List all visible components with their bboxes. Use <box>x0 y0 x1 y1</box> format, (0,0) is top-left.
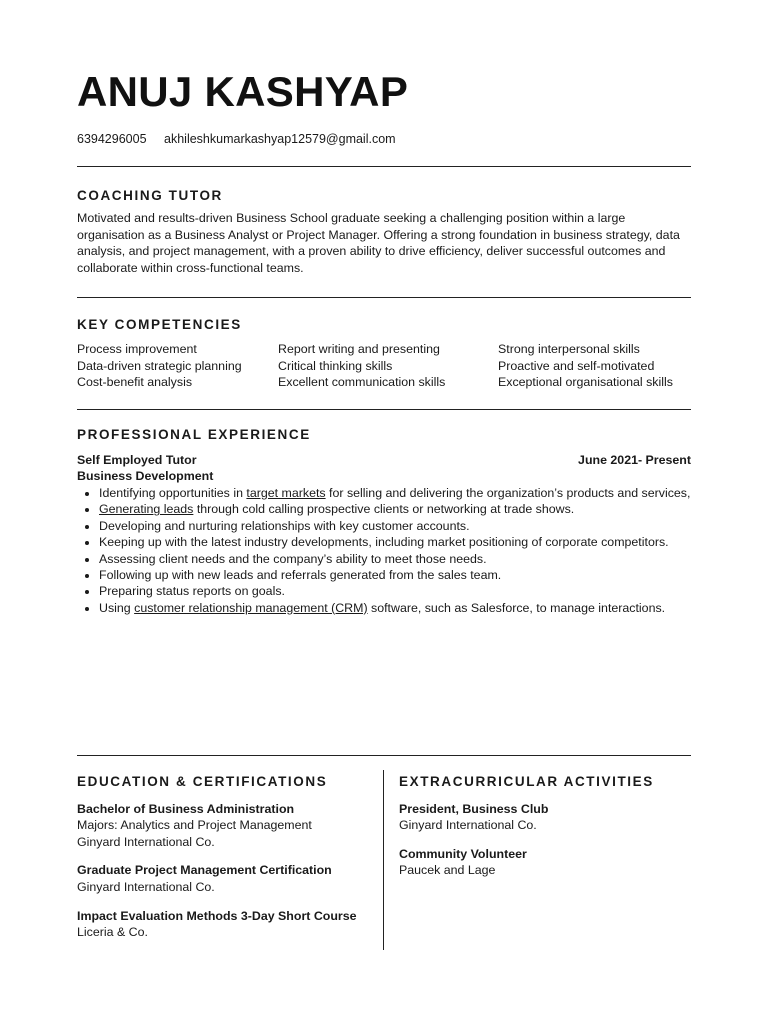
summary-title: COACHING TUTOR <box>77 188 223 203</box>
entry-line: Liceria & Co. <box>77 925 148 940</box>
entry-line: Paucek and Lage <box>399 863 496 878</box>
entry-line: Ginyard International Co. <box>77 879 215 894</box>
education-entry <box>77 801 377 851</box>
education-entry <box>77 908 377 941</box>
email-address: akhileshkumarkashyap12579@gmail.com <box>164 132 396 146</box>
entry-title: Bachelor of Business Administration <box>77 801 295 816</box>
duty-item: • Using customer relationship management (CRM) software, such as Salesforce, to manage interactions. <box>99 600 713 616</box>
activity-entry <box>399 801 691 834</box>
competency-item: Report writing and presenting <box>278 342 440 356</box>
divider <box>77 409 691 410</box>
duties-list <box>77 485 713 616</box>
entry-line: Ginyard International Co. <box>77 834 215 849</box>
contact-line <box>77 132 410 146</box>
activity-entry <box>399 846 691 879</box>
entry-title: Graduate Project Management Certification <box>77 863 332 878</box>
competency-column <box>498 341 673 391</box>
competency-item: Strong interpersonal skills <box>498 342 640 356</box>
competency-item: Process improvement <box>77 342 197 356</box>
education-entry <box>77 862 377 895</box>
extracurricular-title: EXTRACURRICULAR ACTIVITIES <box>399 774 654 789</box>
entry-title: Impact Evaluation Methods 3-Day Short Course <box>77 908 357 923</box>
competency-item: Excellent communication skills <box>278 375 446 390</box>
competency-item: Proactive and self-motivated <box>498 358 655 373</box>
job-header <box>77 453 691 467</box>
competencies-title: KEY COMPETENCIES <box>77 317 242 332</box>
entry-line: Ginyard International Co. <box>399 818 537 833</box>
divider <box>77 166 691 167</box>
education-title: EDUCATION & CERTIFICATIONS <box>77 774 328 789</box>
duty-item: • Preparing status reports on goals. <box>99 583 713 599</box>
generating-leads-link[interactable]: Generating leads <box>99 502 194 517</box>
duty-item: • Following up with new leads and referrals generated from the sales team. <box>99 567 713 583</box>
competency-item: Cost-benefit analysis <box>77 375 193 390</box>
divider <box>77 297 691 298</box>
column-divider <box>383 770 384 950</box>
competency-item: Exceptional organisational skills <box>498 375 673 390</box>
crm-link[interactable]: customer relationship management (CRM) <box>134 600 368 615</box>
duty-item: • Generating leads through cold calling prospective clients or networking at trade shows. <box>99 501 713 517</box>
target-markets-link[interactable]: target markets <box>246 486 326 500</box>
extracurricular-section <box>399 774 691 891</box>
duty-item: • Identifying opportunities in target markets for selling and delivering the organization’s products and services, <box>99 485 713 501</box>
competency-column <box>77 341 242 391</box>
entry-title: President, Business Club <box>399 801 549 816</box>
candidate-name: ANUJ KASHYAP <box>77 68 409 115</box>
competency-item: Data-driven strategic planning <box>77 358 242 373</box>
experience-title: PROFESSIONAL EXPERIENCE <box>77 427 311 442</box>
duty-item: • Assessing client needs and the company’s ability to meet those needs. <box>99 551 713 567</box>
competency-column <box>278 341 445 391</box>
competency-item: Critical thinking skills <box>278 358 393 373</box>
duty-item: • Keeping up with the latest industry developments, including market positioning of corporate competitors. <box>99 534 713 550</box>
education-section <box>77 774 377 953</box>
job-dates: June 2021- Present <box>578 453 691 467</box>
job-title: Self Employed Tutor <box>77 453 197 467</box>
job-subtitle: Business Development <box>77 469 214 483</box>
entry-line: Majors: Analytics and Project Management <box>77 818 312 833</box>
entry-title: Community Volunteer <box>399 846 527 861</box>
summary-text: Motivated and results-driven Business School graduate seeking a challenging position within a large organisation as a Business Analyst or Project Manager. Offering a strong foundation in business strategy, data analysis, and project management, with a proven ability to drive efficiency, deliver successful outcomes and collaborate within cross-functional teams. <box>77 211 680 275</box>
duty-item: • Developing and nurturing relationships with key customer accounts. <box>99 518 713 534</box>
divider <box>77 755 691 756</box>
phone-number: 6394296005 <box>77 132 147 146</box>
